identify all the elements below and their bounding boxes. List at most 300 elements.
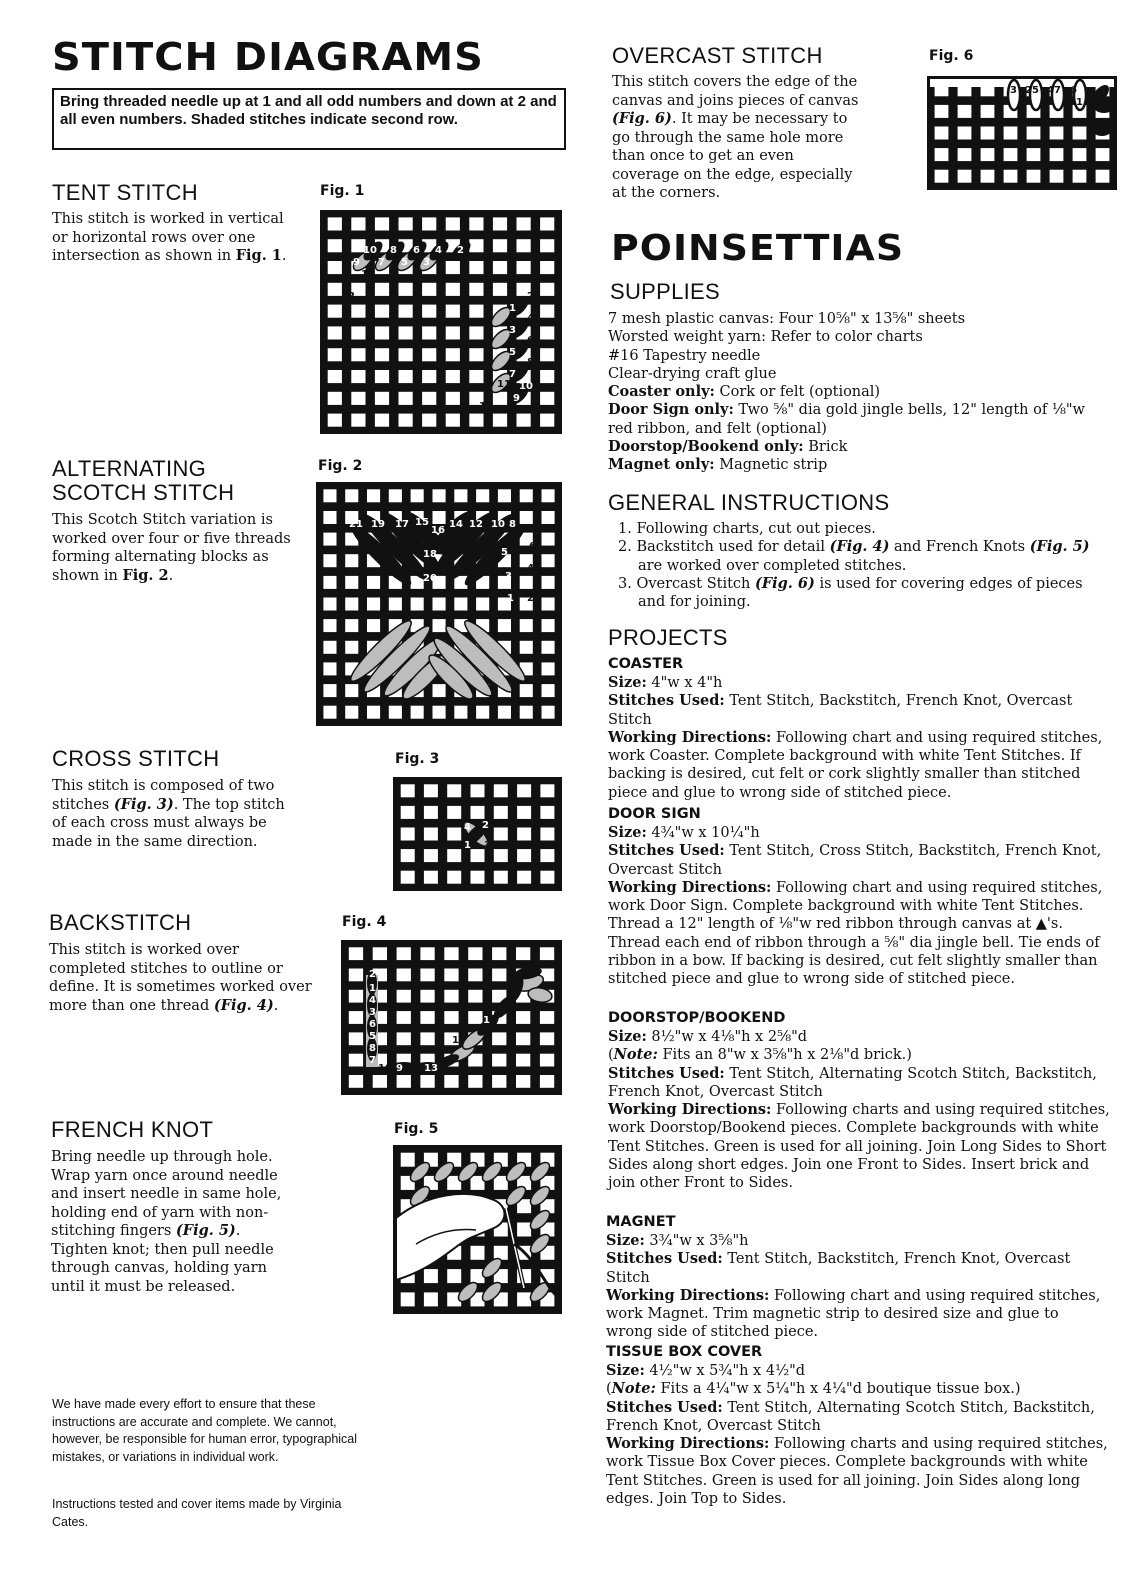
fig1-number: 10 <box>519 381 533 392</box>
fig4-number: 4 <box>369 995 376 1006</box>
project-size <box>606 1232 1108 1250</box>
canvas-hole <box>399 370 413 383</box>
canvas-hole <box>540 1075 554 1088</box>
canvas-hole <box>493 414 507 427</box>
note-text: Fits a 4¼"w x 5¼"h x 4¼"d boutique tissue box.) <box>655 1381 1021 1398</box>
canvas-hole <box>328 370 342 383</box>
canvas-hole <box>540 261 554 274</box>
supply-item <box>608 365 1108 383</box>
fig2-label: Fig. 2 <box>318 458 363 474</box>
project-directions <box>608 879 1110 989</box>
cross-stitch-title: CROSS STITCH <box>52 746 220 771</box>
overcast-stitch-ref: (Fig. 6) <box>612 110 672 127</box>
canvas-hole <box>444 947 458 960</box>
canvas-hole <box>446 261 460 274</box>
canvas-hole <box>468 947 482 960</box>
canvas-hole <box>1073 170 1087 183</box>
working-directions-label: Working Directions: <box>608 1101 772 1119</box>
canvas-hole <box>540 828 554 841</box>
project-directions <box>606 1287 1108 1342</box>
canvas-hole <box>323 598 336 611</box>
instruction-item <box>608 520 1108 538</box>
instruction-ref: (Fig. 4) <box>829 538 890 556</box>
canvas-hole <box>542 576 555 589</box>
canvas-hole <box>540 283 554 296</box>
canvas-hole <box>492 1054 506 1067</box>
instruction-text: Following charts, cut out pieces. <box>636 521 876 537</box>
canvas-hole <box>542 533 555 546</box>
fig2-number: 6 <box>529 541 536 552</box>
canvas-hole <box>520 706 533 719</box>
canvas-hole <box>493 217 507 230</box>
supply-item <box>608 401 1108 438</box>
supply-item <box>608 383 1108 401</box>
overcast-stitch-end: . It may be necessary to go through the same hole more than once to get an even coverage on the edge, especially at the corners. <box>612 111 853 201</box>
canvas-hole <box>446 305 460 318</box>
backstitch-ref: (Fig. 4) <box>213 996 274 1014</box>
tent-stitch-text <box>52 210 302 266</box>
canvas-hole <box>540 784 554 797</box>
intro-text-1: Bring threaded needle up at <box>60 93 263 110</box>
canvas-hole <box>542 706 555 719</box>
canvas-hole <box>349 1054 363 1067</box>
size-value: 3¾"w x 3⅝"h <box>644 1233 749 1249</box>
fig1-number: 9 <box>513 393 520 404</box>
instruction-text: are worked over completed stitches. <box>638 557 907 574</box>
canvas-hole <box>424 1269 438 1283</box>
canvas-hole <box>420 1011 434 1024</box>
canvas-hole <box>401 849 415 862</box>
project-size <box>606 1362 1108 1380</box>
canvas-hole <box>494 828 508 841</box>
working-directions-value: Following chart and using required stitches, work Magnet. Trim magnetic strip to desired size and glue to wrong side of stitched piece. <box>606 1287 1101 1341</box>
canvas-hole <box>492 947 506 960</box>
stitches-used-value: Tent Stitch, Alternating Scotch Stitch, Backstitch, French Knot, Overcast Stitch <box>608 1065 1097 1100</box>
disclaimer: We have made every effort to ensure that these instructions are accurate and complete. We cannot, however, be responsible for human error, typographical mistakes, or variations in individual work. <box>52 1397 358 1464</box>
fig4-diagram <box>341 940 562 1095</box>
canvas-hole <box>375 283 389 296</box>
general-instructions-list <box>608 520 1108 611</box>
canvas-hole <box>542 511 555 524</box>
project-name: TISSUE BOX COVER <box>606 1344 763 1360</box>
note-text: Fits an 8"w x 3⅝"h x 2⅛"d brick.) <box>657 1047 912 1064</box>
canvas-hole <box>433 511 446 524</box>
fig2-number: 3 <box>505 571 512 582</box>
canvas-hole <box>516 1032 530 1045</box>
canvas-hole <box>446 217 460 230</box>
canvas-hole <box>323 706 336 719</box>
fig3-number: 1 <box>464 840 471 851</box>
scotch-stitch-text <box>52 511 297 585</box>
canvas-hole <box>517 849 531 862</box>
fig1-number: 2 <box>457 245 464 256</box>
fig2-number: 18 <box>423 549 437 560</box>
fig1-number: 5 <box>401 257 408 268</box>
supply-item <box>608 456 1108 474</box>
working-directions-value: Following charts and using required stitches, work Doorstop/Bookend pieces. Complete backgrounds with white Tent Stitches. Green is used for all joining. Join Long Sides to Short Sides along short edges. Join one Front to Sides. Insert brick and join other Front to Sides. <box>608 1102 1110 1192</box>
fig4-label: Fig. 4 <box>342 914 387 930</box>
instruction-number: 3. <box>618 575 632 592</box>
canvas-hole <box>516 1011 530 1024</box>
projects-title: PROJECTS <box>608 625 728 650</box>
canvas-hole <box>323 619 336 632</box>
canvas-hole <box>494 806 508 819</box>
canvas-hole <box>328 414 342 427</box>
canvas-hole <box>399 392 413 405</box>
canvas-hole <box>498 489 511 502</box>
canvas-hole <box>420 969 434 982</box>
canvas-hole <box>1004 127 1018 140</box>
cross-stitch-end: . The top stitch of each cross must always be made in the same direction. <box>52 796 285 850</box>
project-tissue-box-cover <box>606 1343 1108 1508</box>
fig1-number: 6 <box>413 245 420 256</box>
intro-bold-4: even <box>80 111 116 128</box>
canvas-hole <box>1004 148 1018 161</box>
canvas-hole <box>1073 148 1087 161</box>
fig2-diagram <box>316 482 562 726</box>
canvas-hole <box>397 1011 411 1024</box>
scotch-stitch-title: ALTERNATING <box>52 456 207 481</box>
stitches-used-label: Stitches Used: <box>608 842 725 860</box>
fig3-label: Fig. 3 <box>395 751 440 767</box>
canvas-hole <box>323 662 336 675</box>
canvas-hole <box>542 598 555 611</box>
project-heading: POINSETTIAS <box>611 228 905 269</box>
canvas-hole <box>367 598 380 611</box>
canvas-hole <box>494 1246 508 1260</box>
canvas-hole <box>468 990 482 1003</box>
canvas-hole <box>422 217 436 230</box>
instruction-text: Overcast Stitch <box>636 575 755 592</box>
canvas-hole <box>323 576 336 589</box>
canvas-hole <box>520 511 533 524</box>
canvas-hole <box>349 990 363 1003</box>
working-directions-value: Following charts and using required stitches, work Tissue Box Cover pieces. Complete backgrounds with white Tent Stitches. Green is used for all joining. Join Sides along long edges. Join Top to Sides. <box>606 1436 1108 1508</box>
canvas-hole <box>542 684 555 697</box>
canvas-hole <box>493 261 507 274</box>
canvas-hole <box>517 239 531 252</box>
canvas-hole <box>375 326 389 339</box>
canvas-hole <box>540 239 554 252</box>
canvas-hole <box>323 533 336 546</box>
stitches-used-label: Stitches Used: <box>606 1250 723 1268</box>
supply-label: Door Sign only: <box>608 401 734 419</box>
fig6-number: 5 <box>1032 85 1039 96</box>
working-directions-value: Following chart and using required stitches, work Door Sign. Complete background with white Tent Stitches. Thread a 12" length of ⅛"w red ribbon through canvas at ▲'s. Thread each end of ribbon through a ⅝" dia jingle bell. Tie ends of ribbon in a bow. If backing is desired, cut felt slightly smaller than stitched piece and glue to wrong side of stitched piece. <box>608 879 1103 988</box>
canvas-hole <box>345 619 358 632</box>
canvas-hole <box>323 684 336 697</box>
canvas-hole <box>494 849 508 862</box>
canvas-hole <box>422 348 436 361</box>
canvas-hole <box>520 641 533 654</box>
canvas-hole <box>1004 170 1018 183</box>
fig4-number: 6 <box>369 1019 376 1030</box>
size-label: Size: <box>606 1232 645 1249</box>
credits: Instructions tested and cover items made by Virginia Cates. <box>52 1497 342 1529</box>
canvas-hole <box>540 1054 554 1067</box>
supply-label: Coaster only: <box>608 383 715 401</box>
canvas-hole <box>542 554 555 567</box>
fig1-number: 11 <box>497 379 511 390</box>
canvas-hole <box>540 947 554 960</box>
size-label: Size: <box>608 674 647 691</box>
size-label: Size: <box>606 1362 645 1379</box>
fig4-number: 1 <box>369 983 376 994</box>
canvas-hole <box>540 849 554 862</box>
french-knot-text <box>51 1148 296 1296</box>
canvas-hole <box>958 105 972 118</box>
canvas-hole <box>494 1176 508 1190</box>
canvas-hole <box>493 283 507 296</box>
canvas-edge <box>930 79 1114 87</box>
canvas-hole <box>446 414 460 427</box>
project-name: DOOR SIGN <box>608 806 701 822</box>
canvas-hole <box>349 1075 363 1088</box>
canvas-hole <box>469 261 483 274</box>
fig4-number: 9 <box>396 1063 403 1074</box>
supply-text: 7 mesh plastic canvas: Four 10⅝" x 13⅝" sheets <box>608 311 966 327</box>
project-name: DOORSTOP/BOOKEND <box>608 1010 786 1026</box>
fig4-number: 15 <box>436 1045 450 1056</box>
canvas-hole <box>471 849 485 862</box>
supply-item <box>608 347 1108 365</box>
canvas-hole <box>517 828 531 841</box>
backstitch-title: BACKSTITCH <box>49 910 192 935</box>
canvas-hole <box>516 1054 530 1067</box>
canvas-hole <box>424 806 438 819</box>
canvas-hole <box>1027 127 1041 140</box>
fig2-number: 15 <box>415 517 429 528</box>
size-value: 4½"w x 5¾"h x 4½"d <box>644 1363 806 1379</box>
canvas-hole <box>494 871 508 884</box>
canvas-hole <box>433 619 446 632</box>
fig1-number: 2 <box>527 291 534 302</box>
canvas-hole <box>958 170 972 183</box>
canvas-hole <box>517 217 531 230</box>
fig3-number: 3 <box>484 840 491 851</box>
instruction-number: 1. <box>618 521 632 537</box>
project-size <box>608 824 1110 842</box>
canvas-hole <box>469 348 483 361</box>
canvas-hole <box>520 684 533 697</box>
tent-stitch-ref: Fig. 1 <box>235 247 282 264</box>
canvas-hole <box>424 784 438 797</box>
canvas-hole <box>1050 127 1064 140</box>
canvas-hole <box>433 706 446 719</box>
canvas-hole <box>323 489 336 502</box>
canvas-hole <box>468 969 482 982</box>
working-directions-value: Following chart and using required stitches, work Coaster. Complete background with white Tent Stitches. If backing is desired, cut felt or cork slightly smaller than stitched piece and glue to wrong side of stitched piece. <box>608 729 1103 801</box>
project-coaster <box>608 655 1110 802</box>
size-label: Size: <box>608 824 647 841</box>
intro-text-4: and all <box>60 93 557 128</box>
canvas-hole <box>1096 170 1110 183</box>
canvas-hole <box>351 348 365 361</box>
canvas-hole <box>1096 148 1110 161</box>
canvas-hole <box>375 305 389 318</box>
canvas-hole <box>422 283 436 296</box>
supply-text: Worsted weight yarn: Refer to color charts <box>608 329 923 346</box>
fig1-number: 1 <box>509 303 516 314</box>
intro-box <box>52 88 566 150</box>
canvas-hole <box>323 554 336 567</box>
fig6-number: 1 <box>1076 97 1083 108</box>
canvas-hole <box>328 217 342 230</box>
intro-bold-1: 1 <box>262 93 271 110</box>
canvas-hole <box>540 326 554 339</box>
fig1-number: 3 <box>509 325 516 336</box>
canvas-hole <box>469 217 483 230</box>
fig5-diagram <box>393 1145 562 1314</box>
canvas-hole <box>424 871 438 884</box>
canvas-hole <box>345 576 358 589</box>
fig1-label: Fig. 1 <box>320 183 365 199</box>
scotch-stitch-body: This Scotch Stitch variation is worked over four or five threads forming alternating blocks as shown in <box>52 512 291 584</box>
canvas-hole <box>517 806 531 819</box>
project-directions <box>608 1101 1114 1192</box>
canvas-hole <box>468 1054 482 1067</box>
canvas-hole <box>323 511 336 524</box>
intro-text-2: and all <box>270 93 327 110</box>
canvas-hole <box>401 871 415 884</box>
tent-stitch-body: This stitch is worked in vertical or horizontal rows over one intersection as shown in <box>52 211 284 264</box>
fig2-number: 17 <box>395 519 409 530</box>
fig2-number: 5 <box>501 547 508 558</box>
canvas-hole <box>540 1011 554 1024</box>
canvas-hole <box>328 261 342 274</box>
canvas-hole <box>397 969 411 982</box>
note-paren: ( <box>608 1047 614 1064</box>
canvas-hole <box>389 598 402 611</box>
fig1-number: 3 <box>423 257 430 268</box>
canvas-hole <box>351 392 365 405</box>
fig1-number: 7 <box>378 257 385 268</box>
supply-text: #16 Tapestry needle <box>608 347 761 364</box>
project-stitches <box>606 1399 1108 1436</box>
instruction-item <box>608 538 1108 575</box>
fig4-number: 7 <box>369 1055 376 1066</box>
intro-bold-3: 2 <box>517 93 526 110</box>
note-label: Note: <box>611 1380 656 1398</box>
canvas-hole <box>351 326 365 339</box>
canvas-hole <box>517 871 531 884</box>
cross-stitch-ref: (Fig. 3) <box>113 795 174 813</box>
project-magnet <box>606 1213 1108 1342</box>
fig2-number: 12 <box>469 519 483 530</box>
fig1-number: 11 <box>361 269 375 280</box>
canvas-hole <box>401 1292 415 1306</box>
fig2-number: 21 <box>349 519 363 530</box>
fig4-number: 13 <box>424 1063 438 1074</box>
fig6-label: Fig. 6 <box>929 48 974 64</box>
canvas-hole <box>454 489 467 502</box>
canvas-hole <box>1050 170 1064 183</box>
canvas-hole <box>447 849 461 862</box>
canvas-hole <box>399 414 413 427</box>
canvas-hole <box>399 348 413 361</box>
canvas-hole <box>444 1075 458 1088</box>
canvas-hole <box>935 148 949 161</box>
canvas-hole <box>540 348 554 361</box>
canvas-hole <box>345 598 358 611</box>
fig2-number: 20 <box>423 573 437 584</box>
canvas-hole <box>328 305 342 318</box>
canvas-hole <box>420 990 434 1003</box>
intro-bold-2: odd <box>326 93 355 110</box>
scotch-stitch-end: . <box>168 567 174 584</box>
supply-text: Cork or felt (optional) <box>714 384 881 401</box>
canvas-hole <box>375 217 389 230</box>
canvas-hole <box>540 1032 554 1045</box>
canvas-hole <box>540 392 554 405</box>
fig1-diagram <box>320 210 562 434</box>
canvas-hole <box>498 619 511 632</box>
supply-item <box>608 438 1108 456</box>
canvas-hole <box>401 828 415 841</box>
canvas-hole <box>399 326 413 339</box>
cross-stitch-text <box>52 777 302 851</box>
canvas-hole <box>446 326 460 339</box>
fig3-diagram <box>393 777 562 891</box>
canvas-hole <box>981 105 995 118</box>
canvas-hole <box>397 990 411 1003</box>
project-stitches <box>608 842 1110 879</box>
canvas-hole <box>492 1032 506 1045</box>
instruction-text: and French Knots <box>889 539 1030 556</box>
supply-label: Doorstop/Bookend only: <box>608 438 804 456</box>
canvas-hole <box>351 370 365 383</box>
french-knot-body: Bring needle up through hole. Wrap yarn once around needle and insert needle in same hole, holding end of yarn with non-stitching fingers <box>51 1149 282 1239</box>
canvas-hole <box>454 598 467 611</box>
canvas-hole <box>454 706 467 719</box>
stitch-dark <box>1092 122 1112 136</box>
canvas-hole <box>349 969 363 982</box>
canvas-hole <box>433 489 446 502</box>
canvas-hole <box>397 1075 411 1088</box>
supply-text: Brick <box>803 439 848 456</box>
canvas-hole <box>420 947 434 960</box>
canvas-hole <box>469 283 483 296</box>
overcast-stitch-text <box>612 73 862 203</box>
canvas-hole <box>367 706 380 719</box>
canvas-hole <box>476 706 489 719</box>
project-directions <box>606 1435 1108 1508</box>
project-name: COASTER <box>608 656 684 672</box>
size-value: 8½"w x 4⅛"h x 2⅝"d <box>646 1029 808 1045</box>
fig1-number: 7 <box>509 369 516 380</box>
canvas-hole <box>493 392 507 405</box>
canvas-hole <box>469 414 483 427</box>
canvas-hole <box>328 348 342 361</box>
canvas-hole <box>389 489 402 502</box>
canvas-hole <box>540 305 554 318</box>
canvas-hole <box>345 641 358 654</box>
supply-item <box>608 310 1108 328</box>
fig1-number: 12 <box>479 401 493 412</box>
french-knot-end: . Tighten knot; then pull needle through canvas, holding yarn until it must be released. <box>51 1223 274 1295</box>
fig4-number: 8 <box>369 1043 376 1054</box>
canvas-hole <box>424 849 438 862</box>
canvas-hole <box>935 127 949 140</box>
fig2-number: 1 <box>507 593 514 604</box>
project-stitches <box>608 1065 1114 1102</box>
note-label: Note: <box>613 1046 658 1064</box>
stitches-used-label: Stitches Used: <box>606 1398 723 1416</box>
fig6-number: 2 <box>1025 85 1032 96</box>
canvas-hole <box>447 871 461 884</box>
canvas-hole <box>542 489 555 502</box>
supply-label: Magnet only: <box>608 456 715 474</box>
